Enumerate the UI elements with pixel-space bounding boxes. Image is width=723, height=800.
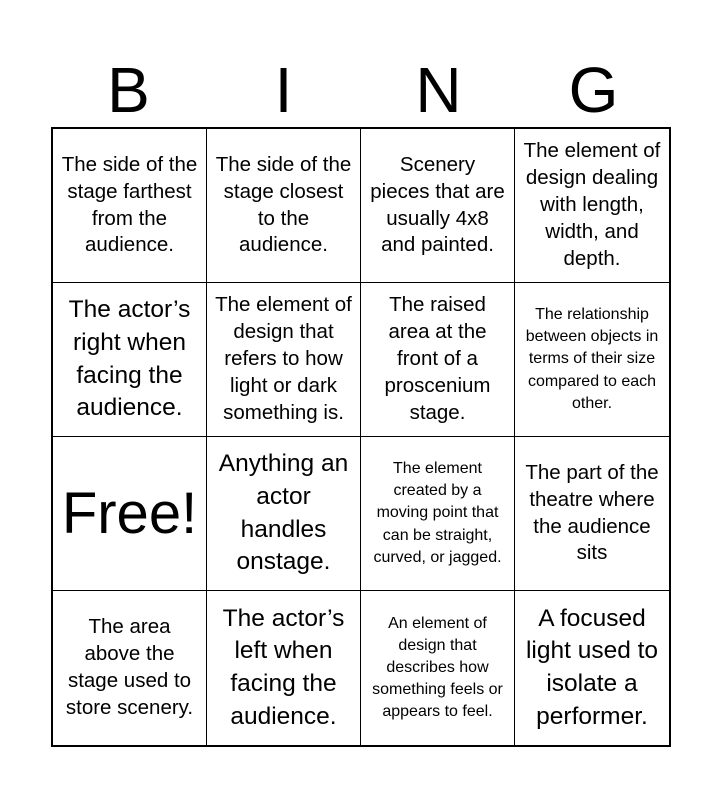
bingo-cell-r2c4[interactable]: The relationship between objects in terms of their size compared to each other. xyxy=(515,283,669,437)
bingo-cell-r4c4[interactable]: A focused light used to isolate a performer. xyxy=(525,604,659,730)
bingo-cell-r2c3[interactable]: The raised area at the front of a proscenium stage. xyxy=(361,283,515,437)
header-letter-i: I xyxy=(274,54,293,126)
bingo-cell-r3c2[interactable]: Anything an actor handles onstage. xyxy=(207,437,361,591)
bingo-cell-r4c1[interactable]: The area above the stage used to store scenery. xyxy=(53,591,207,745)
header-letter-g: G xyxy=(568,54,619,126)
bingo-cell-r3c3[interactable]: The element created by a moving point that can be straight, curved, or jagged. xyxy=(361,437,515,591)
header-letter-n: N xyxy=(415,54,462,126)
bingo-cell-r4c3[interactable]: An element of design that describes how something feels or appears to feel. xyxy=(361,591,515,745)
header-letter-b: B xyxy=(107,54,150,126)
bingo-cell-free[interactable]: Free! xyxy=(53,437,207,591)
bingo-cell-r1c2[interactable]: The side of the stage closest to the audience. xyxy=(207,129,361,283)
bingo-header xyxy=(51,52,671,128)
bingo-cell-r1c1[interactable]: The side of the stage farthest from the audience. xyxy=(53,129,207,283)
bingo-cell-r2c1[interactable]: The actor’s right when facing the audience. xyxy=(53,283,207,437)
bingo-cell-r2c2[interactable]: The element of design that refers to how light or dark something is. xyxy=(207,283,361,437)
bingo-cell-r4c2[interactable]: The actor’s left when facing the audience. xyxy=(207,591,361,745)
bingo-cell-r1c4[interactable]: The element of design dealing with length, width, and depth. xyxy=(515,129,669,283)
bingo-board xyxy=(51,127,671,747)
bingo-cell-r1c3[interactable]: Scenery pieces that are usually 4x8 and painted. xyxy=(361,129,515,283)
bingo-cell-r3c4[interactable]: The part of the theatre where the audience sits xyxy=(515,437,669,591)
